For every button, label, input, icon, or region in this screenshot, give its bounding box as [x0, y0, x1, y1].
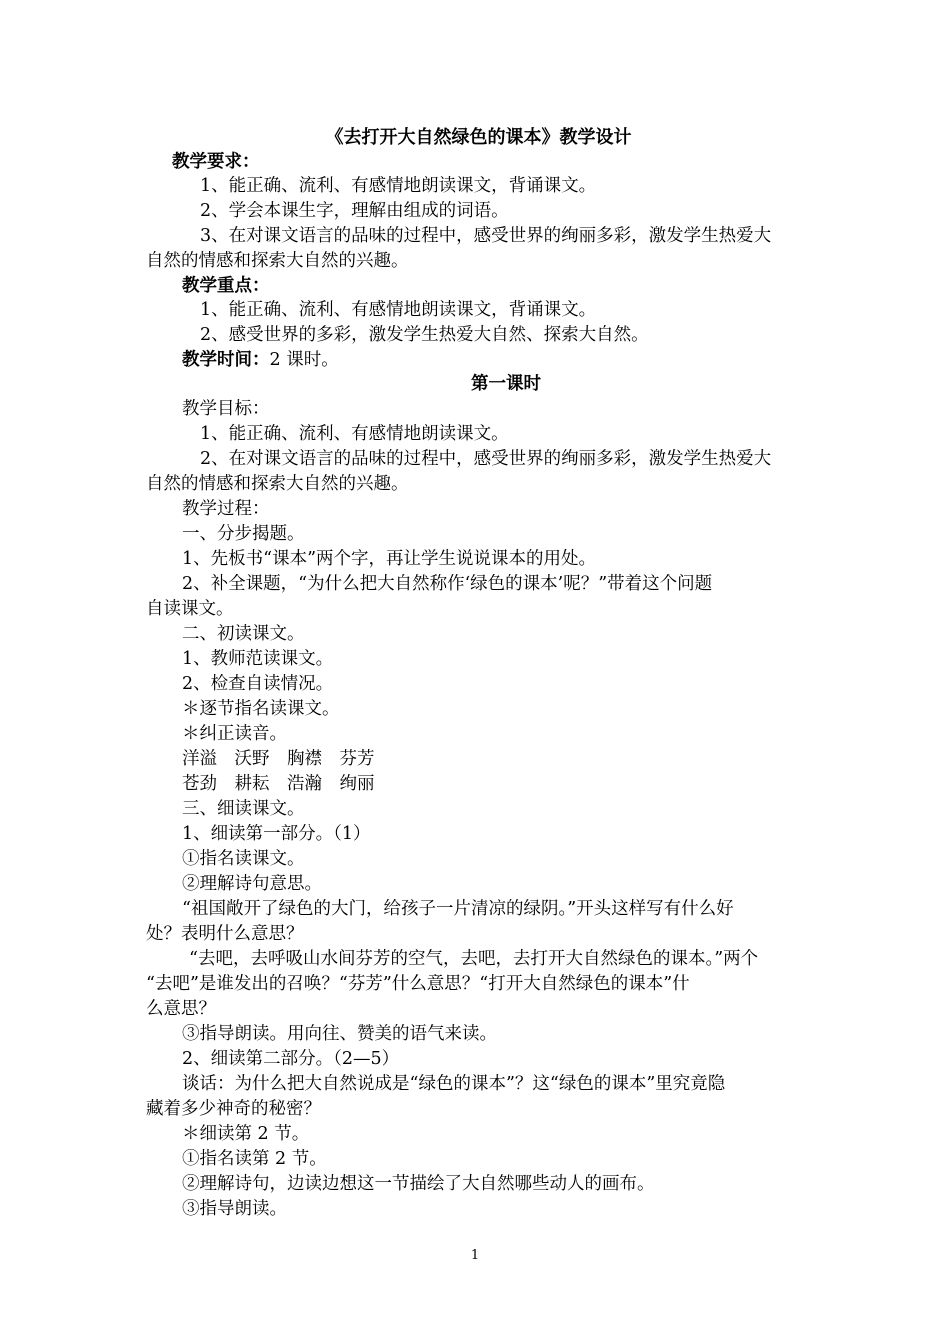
text-line: 处？表明什么意思？ [146, 924, 304, 944]
text-line: ②理解诗句意思。 [182, 874, 322, 894]
text-line: 2、学会本课生字，理解由组成的词语。 [200, 201, 509, 221]
text-line: ①指名读课文。 [182, 849, 305, 869]
text-line: ②理解诗句，边读边想这一节描绘了大自然哪些动人的画布。 [182, 1174, 655, 1194]
text-line: 教学过程： [182, 499, 270, 519]
text-line: 自读课文。 [146, 599, 234, 619]
text-line: 自然的情感和探索大自然的兴趣。 [146, 474, 409, 494]
text-line: ①指名读第 2 节。 [182, 1149, 327, 1169]
text-line: “祖国敞开了绿色的大门，给孩子一片清凉的绿阴。”开头这样写有什么好 [182, 899, 734, 919]
text-line: 二、初读课文。 [182, 624, 305, 644]
lesson-heading: 第一课时 [471, 374, 541, 394]
vocabulary-line: 洋溢 沃野 胸襟 芬芳 [182, 749, 375, 769]
text-line: 2、感受世界的多彩，激发学生热爱大自然、探索大自然。 [200, 325, 649, 345]
text-line: 1、能正确、流利、有感情地朗读课文，背诵课文。 [200, 300, 597, 320]
text-line: 1、能正确、流利、有感情地朗读课文。 [200, 424, 509, 444]
text-line: ＊逐节指名读课文。 [182, 699, 340, 719]
text-line: ＊细读第 2 节。 [182, 1124, 310, 1144]
text-line: 2、在对课文语言的品味的过程中，感受世界的绚丽多彩，激发学生热爱大 [200, 449, 772, 469]
text-line: 2、补全课题，“为什么把大自然称作‘绿色的课本’呢？”带着这个问题 [182, 574, 713, 594]
text-line: 一、分步揭题。 [182, 524, 305, 544]
teaching-time-value: 2 课时。 [269, 350, 339, 370]
text-line: “去吧”是谁发出的召唤？“芬芳”什么意思？“打开大自然绿色的课本”什 [146, 974, 690, 994]
text-line: 1、教师范读课文。 [182, 649, 334, 669]
text-line: 自然的情感和探索大自然的兴趣。 [146, 251, 409, 271]
text-line: 三、细读课文。 [182, 799, 305, 819]
text-line: “去吧，去呼吸山水间芬芳的空气，去吧，去打开大自然绿色的课本。”两个 [189, 949, 759, 969]
teaching-time-label: 教学时间： [182, 350, 270, 370]
section-heading: 教学要求： [172, 152, 260, 172]
text-line: ③指导朗读。 [182, 1199, 287, 1219]
section-heading: 教学重点： [182, 276, 270, 296]
text-line: 谈话：为什么把大自然说成是“绿色的课本”？这“绿色的课本”里究竟隐 [182, 1074, 726, 1094]
text-line: 3、在对课文语言的品味的过程中，感受世界的绚丽多彩，激发学生热爱大 [200, 226, 772, 246]
text-line: 1、细读第一部分。（1） [182, 824, 371, 844]
text-line: 2、检查自读情况。 [182, 674, 334, 694]
text-line: ＊纠正读音。 [182, 724, 287, 744]
vocabulary-line: 苍劲 耕耘 浩瀚 绚丽 [182, 774, 375, 794]
text-line: 教学目标： [182, 399, 270, 419]
text-line: 1、先板书“课本”两个字，再让学生说说课本的用处。 [182, 549, 597, 569]
text-line: 2、细读第二部分。（2—5） [182, 1049, 400, 1069]
text-line: 么意思？ [146, 999, 216, 1019]
text-line: ③指导朗读。用向往、赞美的语气来读。 [182, 1024, 497, 1044]
text-line: 藏着多少神奇的秘密？ [146, 1099, 321, 1119]
text-line: 1、能正确、流利、有感情地朗读课文，背诵课文。 [200, 176, 597, 196]
document-title: 《去打开大自然绿色的课本》教学设计 [325, 127, 632, 148]
page-number: 1 [470, 1248, 480, 1263]
teaching-time-line [146, 348, 847, 372]
